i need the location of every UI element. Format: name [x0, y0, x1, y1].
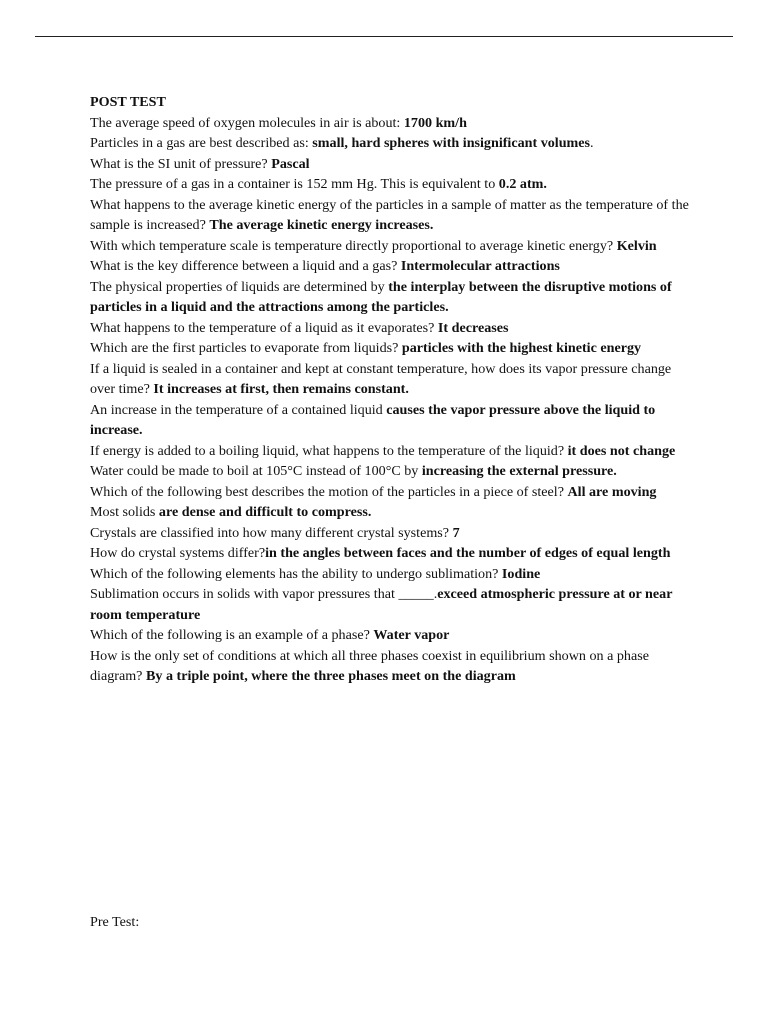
qa-item [90, 400, 690, 441]
question-text: What is the SI unit of pressure? [90, 155, 272, 172]
answer-text: are dense and difficult to compress. [158, 504, 372, 520]
question-text: Which of the following best describes the motion of the particles in a piece of steel? [90, 483, 568, 500]
post-test-section [90, 92, 690, 687]
question-text: The pressure of a gas in a container is 152 mm Hg. This is equivalent to [90, 176, 499, 192]
answer-text: 1700 km/h [403, 114, 467, 131]
question-text: Particles in a gas are best described as: [90, 135, 313, 151]
answer-text: The average kinetic energy increases. [209, 217, 434, 233]
qa-item [90, 461, 690, 482]
question-text: The average speed of oxygen molecules in air is about: [90, 114, 404, 131]
question-text: What happens to the average kinetic energy of the particles in a sample of matter as the temperature of the sample is increased? [90, 196, 689, 233]
answer-text: small, hard spheres with insignificant volumes [312, 135, 591, 151]
answer-text: causes the vapor pressure above the liquid to increase. [90, 401, 656, 438]
answer-text: Water vapor [373, 627, 450, 643]
answer-text: All are moving [567, 483, 657, 500]
qa-item [90, 523, 690, 544]
question-text: Sublimation occurs in solids with vapor pressures that _____. [90, 586, 438, 602]
answer-text: Pascal [271, 155, 310, 172]
qa-item [90, 154, 690, 175]
answer-text: it does not change [567, 442, 676, 459]
question-tail: . [590, 135, 594, 151]
question-text: An increase in the temperature of a contained liquid [90, 401, 387, 418]
qa-item [90, 318, 690, 339]
question-text: If a liquid is sealed in a container and kept at constant temperature, how does its vapor pressure change over time? [90, 360, 672, 397]
question-text: If energy is added to a boiling liquid, what happens to the temperature of the liquid? [90, 442, 568, 459]
question-text: Crystals are classified into how many different crystal systems? [90, 524, 453, 541]
answer-text: increasing the external pressure. [421, 463, 617, 479]
qa-item [90, 113, 690, 134]
qa-item [90, 482, 690, 503]
qa-item [90, 543, 690, 564]
answer-text: Iodine [501, 565, 541, 582]
post-test-title: POST TEST [90, 94, 166, 110]
answer-text: particles with the highest kinetic energy [401, 340, 642, 356]
answer-text: in the angles between faces and the number of edges of equal length [265, 545, 671, 561]
question-text: How is the only set of conditions at which all three phases coexist in equilibrium shown on a phase diagram? [90, 647, 649, 684]
answer-text: Intermolecular attractions [400, 258, 560, 274]
answer-text: Kelvin [616, 237, 657, 254]
qa-item [90, 256, 690, 277]
question-text: With which temperature scale is temperature directly proportional to average kinetic energy? [90, 237, 617, 254]
answer-text: 7 [452, 524, 460, 541]
question-text: Which of the following is an example of a phase? [90, 627, 374, 643]
answer-text: exceed atmospheric pressure at or near room temperature [90, 586, 673, 623]
question-text: Most solids [90, 504, 159, 520]
answer-text: By a triple point, where the three phases meet on the diagram [145, 668, 516, 684]
answer-text: It increases at first, then remains constant. [153, 381, 409, 397]
qa-item [90, 584, 690, 625]
qa-item [90, 277, 690, 318]
qa-item [90, 502, 690, 523]
answer-text: 0.2 atm. [498, 176, 547, 192]
qa-item [90, 441, 690, 462]
question-text: What happens to the temperature of a liquid as it evaporates? [90, 319, 438, 336]
question-text: Which of the following elements has the ability to undergo sublimation? [90, 565, 502, 582]
question-text: How do crystal systems differ? [90, 545, 266, 561]
qa-item [90, 174, 690, 195]
answer-text: It decreases [437, 319, 509, 336]
qa-item [90, 133, 690, 154]
qa-item [90, 646, 690, 687]
qa-item [90, 359, 690, 400]
qa-item [90, 564, 690, 585]
question-text: What is the key difference between a liquid and a gas? [90, 258, 401, 274]
header-rule [35, 36, 733, 37]
question-text: Water could be made to boil at 105°C instead of 100°C by [90, 463, 422, 479]
qa-item [90, 195, 690, 236]
pre-test-label: Pre Test: [90, 914, 140, 930]
answer-text: the interplay between the disruptive motions of particles in a liquid and the attractions among the particles. [90, 278, 672, 315]
qa-item [90, 338, 690, 359]
question-text: The physical properties of liquids are determined by [90, 278, 389, 295]
qa-item [90, 236, 690, 257]
qa-item [90, 625, 690, 646]
question-text: Which are the first particles to evaporate from liquids? [90, 340, 402, 356]
